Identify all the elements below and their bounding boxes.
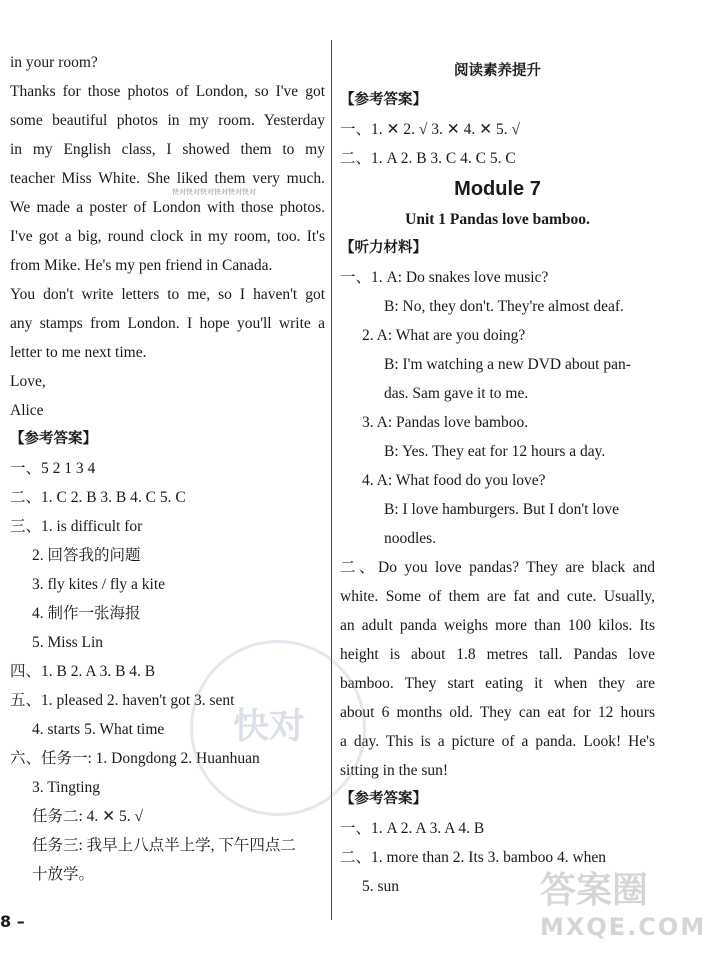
- passage-line: an adult panda weighs more than 100 kilos. Its: [340, 617, 655, 634]
- page-number: 8 –: [0, 912, 25, 931]
- dialogue-line: 一、1. A: Do snakes love music?: [340, 269, 549, 286]
- answer-line: 5. Miss Lin: [32, 634, 104, 651]
- passage-line: height is about 1.8 metres tall. Pandas love: [340, 646, 655, 663]
- passage-line: bamboo. They start eating it when they are: [340, 675, 655, 692]
- listening-header: 【听力材料】: [340, 240, 427, 256]
- answer-line: 一、5 2 1 3 4: [10, 460, 96, 477]
- answer-line: 二、1. A 2. B 3. C 4. C 5. C: [340, 150, 516, 167]
- answer-line: 五、1. pleased 2. haven't got 3. sent: [10, 692, 235, 709]
- letter-line: from Mike. He's my pen friend in Canada.: [10, 257, 273, 274]
- answer-line: 二、1. more than 2. Its 3. bamboo 4. when: [340, 849, 607, 866]
- passage-line: white. Some of them are fat and cute. Usually,: [340, 588, 655, 605]
- passage-line: 二、Do you love pandas? They are black and: [340, 559, 655, 576]
- answer-header: 【参考答案】: [340, 92, 427, 108]
- answer-line: 三、1. is difficult for: [10, 518, 143, 535]
- dialogue-line: 4. A: What food do you love?: [362, 472, 546, 489]
- passage-line: a day. This is a picture of a panda. Look! He's: [340, 733, 655, 750]
- letter-closing: Love,: [10, 373, 46, 390]
- answer-line: 一、1. ✕ 2. √ 3. ✕ 4. ✕ 5. √: [340, 121, 520, 138]
- right-column: [340, 57, 655, 901]
- letter-line: teacher Miss White. She liked them very much.: [10, 170, 325, 187]
- unit-title: Unit 1 Pandas love bamboo.: [405, 211, 590, 228]
- dialogue-line: noodles.: [384, 530, 437, 547]
- module-title: Module 7: [454, 178, 541, 200]
- letter-line: some beautiful photos in my room. Yesterday: [10, 112, 325, 129]
- pen-annotation: 快对快对快对快对快对快对: [172, 188, 256, 196]
- dialogue-line: das. Sam gave it to me.: [384, 385, 529, 402]
- dialogue-line: B: I love hamburgers. But I don't love: [384, 501, 619, 518]
- answer-line: 5. sun: [362, 878, 400, 895]
- letter-line: any stamps from London. I hope you'll write a: [10, 315, 325, 332]
- letter-line: You don't write letters to me, so I haven't got: [10, 286, 325, 303]
- answer-line: 二、1. C 2. B 3. B 4. C 5. C: [10, 489, 186, 506]
- answer-line: 四、1. B 2. A 3. B 4. B: [10, 663, 156, 680]
- dialogue-line: B: I'm watching a new DVD about pan-: [384, 356, 631, 373]
- watermark-stamp: [190, 640, 366, 816]
- watermark-logo-text: 答案圈: [540, 870, 649, 911]
- letter-line: We made a poster of London with those photos.: [10, 199, 325, 216]
- letter-line: I've got a big, round clock in my room, too. It's: [10, 228, 325, 245]
- answer-line: 3. Tingting: [32, 779, 101, 796]
- letter-line: letter to me next time.: [10, 344, 147, 361]
- answer-header: 【参考答案】: [340, 791, 427, 807]
- answer-line: 2. 回答我的问题: [32, 547, 141, 564]
- letter-line: Thanks for those photos of London, so I've got: [10, 83, 325, 100]
- dialogue-line: B: No, they don't. They're almost deaf.: [384, 298, 624, 315]
- dialogue-line: B: Yes. They eat for 12 hours a day.: [384, 443, 606, 460]
- answer-line: 4. starts 5. What time: [32, 721, 165, 738]
- answer-line: 十放学。: [32, 866, 95, 883]
- letter-line: in your room?: [10, 54, 98, 71]
- section-title: 阅读素养提升: [454, 63, 541, 79]
- letter-line: in my English class, I showed them to my: [10, 141, 325, 158]
- watermark-logo-url: MXQE.COM: [540, 913, 707, 941]
- passage-line: sitting in the sun!: [340, 762, 449, 779]
- watermark-stamp-text: 快对: [233, 706, 306, 747]
- letter-signature: Alice: [10, 402, 44, 419]
- dialogue-line: 2. A: What are you doing?: [362, 327, 526, 344]
- answer-line: 3. fly kites / fly a kite: [32, 576, 166, 593]
- dialogue-line: 3. A: Pandas love bamboo.: [362, 414, 529, 431]
- answer-line: 任务三: 我早上八点半上学, 下午四点二: [32, 837, 296, 854]
- watermark-logo: [540, 862, 710, 952]
- answer-header: 【参考答案】: [10, 431, 97, 447]
- answer-line: 一、1. A 2. A 3. A 4. B: [340, 820, 485, 837]
- answer-line: 任务二: 4. ✕ 5. √: [32, 808, 144, 825]
- answer-line: 六、任务一: 1. Dongdong 2. Huanhuan: [10, 750, 260, 767]
- answer-line: 4. 制作一张海报: [32, 605, 141, 622]
- passage-line: about 6 months old. They can eat for 12 hours: [340, 704, 655, 721]
